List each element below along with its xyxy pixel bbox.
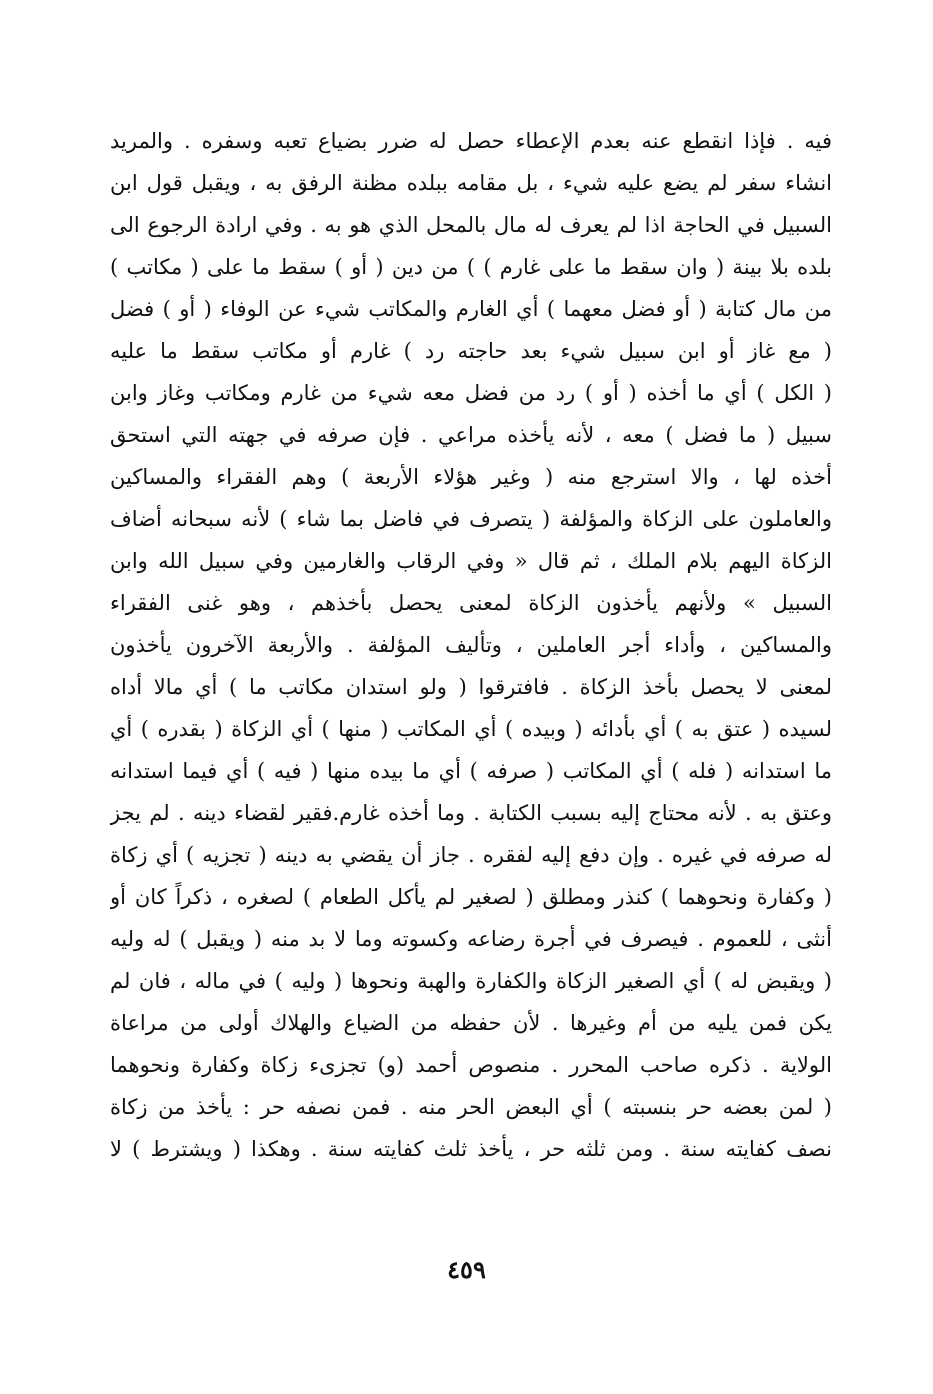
text-line: وعتق به . لأنه محتاج إليه بسبب الكتابة . وما أخذه غارم.فقير لقضاء دينه . لم يجز bbox=[110, 801, 832, 825]
text-line: ما استدانه ( فله ) أي المكاتب ( صرفه ) أي ما بيده منها ( فيه ) أي فيما استدانه bbox=[110, 759, 832, 783]
text-line: والعاملون على الزكاة والمؤلفة ( يتصرف في فاضل بما شاء ) لأنه سبحانه أضاف bbox=[110, 507, 832, 531]
page-number: ٤٥٩ bbox=[447, 1255, 486, 1284]
text-line: سبيل ( ما فضل ) معه ، لأنه يأخذه مراعي . فإن صرفه في جهته التي استحق bbox=[110, 423, 832, 447]
text-line: والمساكين ، وأداء أجر العاملين ، وتأليف المؤلفة . والأربعة الآخرون يأخذون bbox=[110, 633, 832, 657]
text-line: أخذه لها ، والا استرجع منه ( وغير هؤلاء الأربعة ) وهم الفقراء والمساكين bbox=[110, 465, 832, 489]
text-line: ( لمن بعضه حر بنسبته ) أي البعض الحر منه . فمن نصفه حر : يأخذ من زكاة bbox=[110, 1095, 832, 1119]
text-line: له صرفه في غيره . وإن دفع إليه لفقره . جاز أن يقضي به دينه ( تجزيه ) أي زكاة bbox=[110, 843, 832, 867]
text-line: السبيل » ولأنهم يأخذون الزكاة لمعنى يحصل بأخذهم ، وهو غنى الفقراء bbox=[110, 591, 832, 615]
text-line: الولاية . ذكره صاحب المحرر . منصوص أحمد (و) تجزىء زكاة وكفارة ونحوهما bbox=[110, 1053, 832, 1077]
text-line: ( مع غاز أو ابن سبيل شيء بعد حاجته رد ) غارم أو مكاتب سقط ما عليه bbox=[110, 339, 832, 363]
text-line: ( الكل ) أي ما أخذه ( أو ) رد من فضل معه شيء من غارم ومكاتب وغاز وابن bbox=[110, 381, 832, 405]
text-line: لسيده ( عتق به ) أي بأدائه ( وبيده ) أي المكاتب ( منها ) أي الزكاة ( بقدره ) أي bbox=[110, 717, 832, 741]
text-line: بلده بلا بينة ( وان سقط ما على غارم ) ) من دين ( أو ) سقط ما على ( مكاتب ) bbox=[110, 255, 832, 279]
text-line: نصف كفايته سنة . ومن ثلثه حر ، يأخذ ثلث كفايته سنة . وهكذا ( ويشترط ) لا bbox=[110, 1137, 832, 1161]
text-line: الزكاة اليهم بلام الملك ، ثم قال « وفي الرقاب والغارمين وفي سبيل الله وابن bbox=[110, 549, 832, 573]
text-line: فيه . فإذا انقطع عنه بعدم الإعطاء حصل له ضرر بضياع تعبه وسفره . والمريد bbox=[110, 129, 832, 153]
text-line: من مال كتابة ( أو فضل معهما ) أي الغارم والمكاتب شيء عن الوفاء ( أو ) فضل bbox=[110, 297, 832, 321]
text-line: ( وكفارة ونحوهما ) كنذر ومطلق ( لصغير لم يأكل الطعام ) لصغره ، ذكراً كان أو bbox=[110, 885, 832, 909]
text-line: السبيل في الحاجة اذا لم يعرف له مال بالمحل الذي هو به . وفي ارادة الرجوع الى bbox=[110, 213, 832, 237]
text-line: أنثى ، للعموم . فيصرف في أجرة رضاعه وكسوته وما لا بد منه ( ويقبل ) له وليه bbox=[110, 927, 832, 951]
text-line: انشاء سفر لم يضع عليه شيء ، بل مقامه ببلده مظنة الرفق به ، ويقبل قول ابن bbox=[110, 171, 832, 195]
text-line: ( ويقبض له ) أي الصغير الزكاة والكفارة والهبة ونحوها ( وليه ) في ماله ، فان لم bbox=[110, 969, 832, 993]
body-text bbox=[110, 120, 832, 1170]
text-line: لمعنى لا يحصل بأخذ الزكاة . فافترقوا ( ولو استدان مكاتب ما ) أي مالا أداه bbox=[110, 675, 832, 699]
text-line: يكن فمن يليه من أم وغيرها . لأن حفظه من الضياع والهلاك أولى من مراعاة bbox=[110, 1011, 832, 1035]
